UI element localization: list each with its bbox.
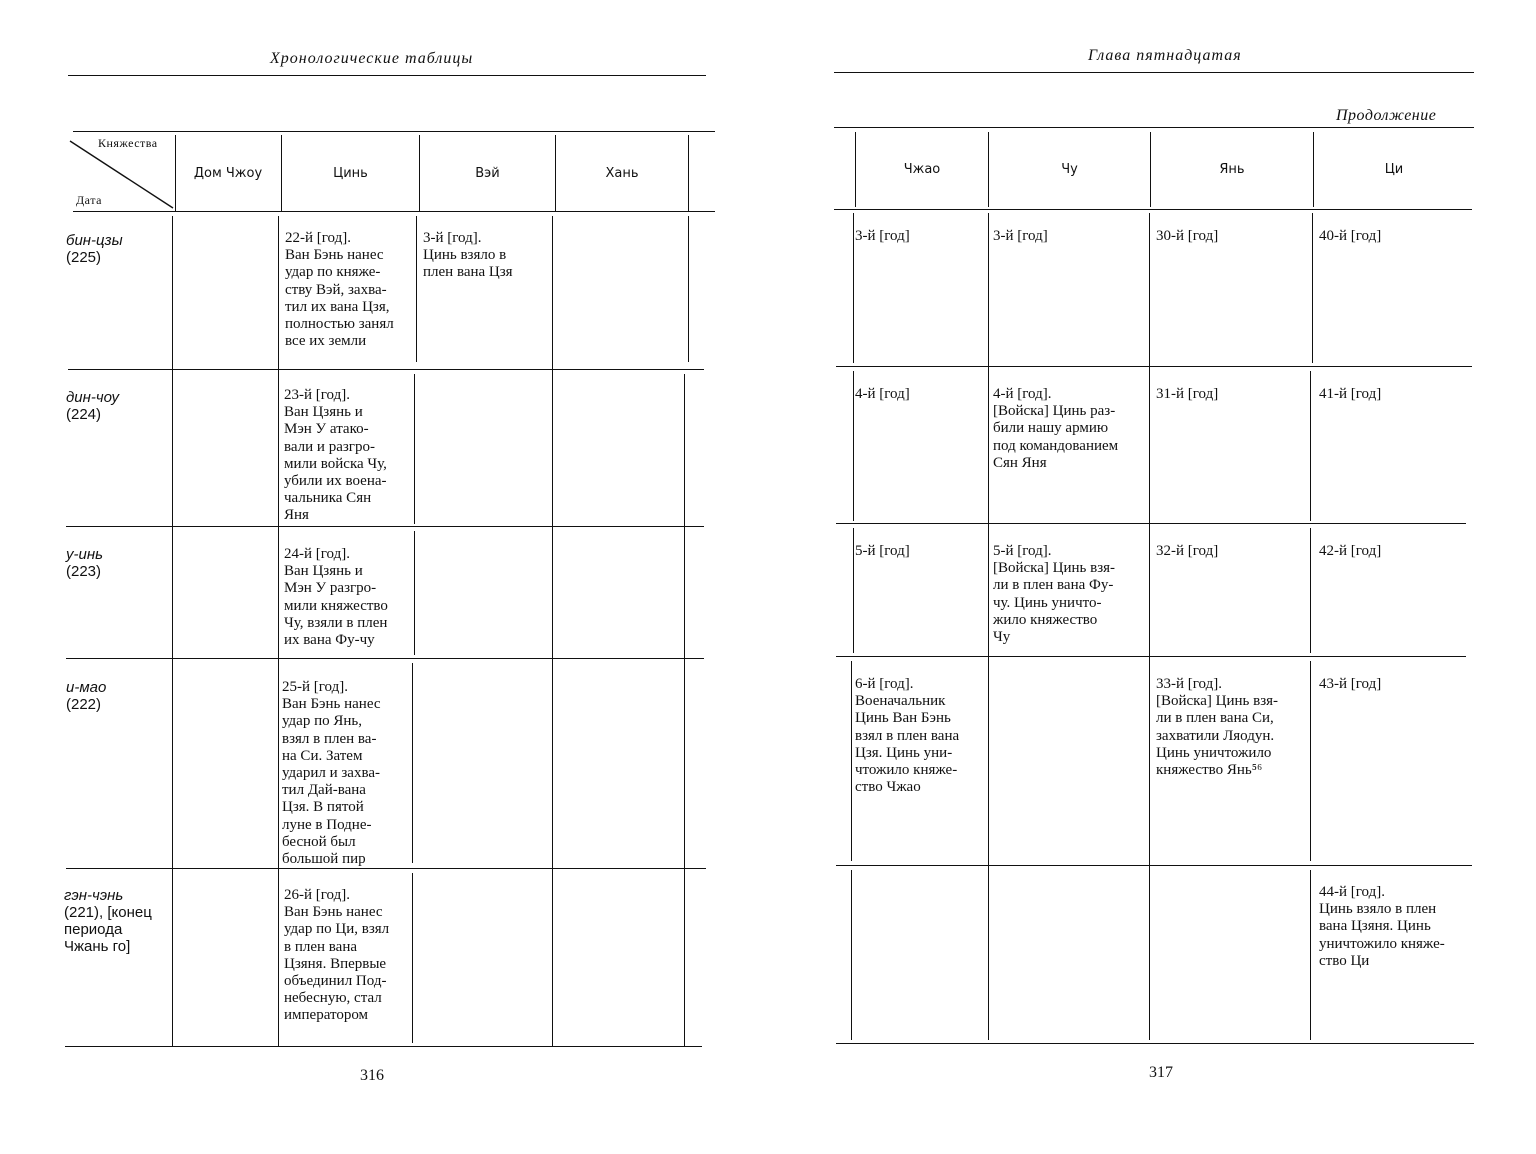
table-cell: 3-й [год]. Цинь взяло в плен вана Цзя bbox=[423, 230, 513, 281]
right-col-header: Янь bbox=[1219, 162, 1245, 177]
table-cell: 43-й [год] bbox=[1319, 676, 1382, 692]
right-row-rule bbox=[836, 366, 1472, 367]
table-cell: 41-й [год] bbox=[1319, 386, 1382, 402]
table-cell: 44-й [год]. Цинь взяло в плен вана Цзяня. Цинь уничтожило княже- ство Ци bbox=[1319, 884, 1445, 969]
table-cell: 5-й [год]. [Войска] Цинь взя- ли в плен вана Фу- чу. Цинь уничто- жило княжество Чу bbox=[993, 543, 1116, 646]
table-cell: 22-й [год]. Ван Бэнь нанес удар по княже- ству Вэй, захва- тил их вана Цзя, полностью занял все их земли bbox=[285, 230, 394, 350]
right-col-rule bbox=[1312, 213, 1313, 363]
date-year: (225) bbox=[66, 249, 102, 266]
right-head-rule bbox=[834, 72, 1474, 73]
right-page-number: 317 bbox=[1149, 1064, 1173, 1081]
table-cell: 42-й [год] bbox=[1319, 543, 1382, 559]
right-col-rule bbox=[1310, 870, 1311, 1040]
right-row-rule bbox=[836, 523, 1466, 524]
date-cyclical-name: дин-чоу bbox=[66, 389, 119, 406]
right-col-rule bbox=[1310, 661, 1311, 861]
right-col-header: Чжао bbox=[903, 162, 941, 177]
right-header-bottom-rule bbox=[834, 209, 1472, 210]
right-col-rule bbox=[1310, 371, 1311, 521]
right-col-rule bbox=[1310, 528, 1311, 653]
date-year: (222) bbox=[66, 696, 102, 713]
table-cell: 24-й [год]. Ван Цзянь и Мэн У разгро- мили княжество Чу, взяли в плен их вана Фу-чу bbox=[284, 546, 388, 649]
date-year: (223) bbox=[66, 563, 102, 580]
table-cell: 26-й [год]. Ван Бэнь нанес удар по Ци, взял в плен вана Цзяня. Впервые объединил Под- небесную, стал императором bbox=[284, 887, 390, 1024]
date-year: (221), [конец периода Чжань го] bbox=[64, 904, 152, 956]
left-col-header: Дом Чжоу bbox=[193, 166, 263, 181]
date-year: (224) bbox=[66, 406, 102, 423]
date-cyclical-name: гэн-чэнь bbox=[64, 887, 124, 904]
table-cell: 4-й [год] bbox=[855, 386, 910, 402]
table-cell: 23-й [год]. Ван Цзянь и Мэн У атако- вали и разгро- мили войска Чу, убили их воена- чальника Сян Яня bbox=[284, 387, 387, 524]
table-cell: 32-й [год] bbox=[1156, 543, 1219, 559]
right-col-rule bbox=[853, 213, 854, 363]
date-cyclical-name: бин-цзы bbox=[66, 232, 123, 249]
continuation-label: Продолжение bbox=[1336, 107, 1437, 124]
right-col-rule bbox=[853, 528, 854, 653]
table-cell: 33-й [год]. [Войска] Цинь взя- ли в плен вана Си, захватили Ляодун. Цинь уничтожило княжество Янь⁵⁶ bbox=[1156, 676, 1279, 779]
left-page-number: 316 bbox=[360, 1067, 384, 1084]
left-running-head: Хронологические таблицы bbox=[270, 50, 474, 67]
right-col-rule bbox=[851, 870, 852, 1040]
right-row-rule bbox=[836, 656, 1466, 657]
table-cell: 5-й [год] bbox=[855, 543, 910, 559]
table-cell: 31-й [год] bbox=[1156, 386, 1219, 402]
table-cell: 25-й [год]. Ван Бэнь нанес удар по Янь, взял в плен ва- на Си. Затем ударил и захва- тил Дай-вана Цзя. В пятой луне в Подне- бесной был большой пир bbox=[282, 679, 381, 868]
table-cell: 4-й [год]. [Войска] Цинь раз- били нашу армию под командованием Сян Яня bbox=[993, 386, 1119, 471]
right-col-rule bbox=[851, 661, 852, 861]
table-cell: 6-й [год]. Военачальник Цинь Ван Бэнь взял в плен вана Цзя. Цинь уни- чтожило княже- ство Чжао bbox=[855, 676, 960, 796]
left-col-header: Хань bbox=[605, 166, 639, 181]
date-cyclical-name: и-мао bbox=[66, 679, 107, 696]
corner-label-principalities: Княжества bbox=[98, 136, 158, 150]
right-col-rule bbox=[988, 213, 989, 1040]
right-row-rule bbox=[836, 865, 1472, 866]
right-col-rule bbox=[853, 371, 854, 521]
right-running-head: Глава пятнадцатая bbox=[1088, 47, 1242, 64]
right-col-rule bbox=[1149, 213, 1150, 1040]
right-table-top-rule bbox=[834, 127, 1474, 128]
date-cyclical-name: у-инь bbox=[66, 546, 103, 563]
right-table-bottom-rule bbox=[836, 1043, 1474, 1044]
left-col-header: Цинь bbox=[333, 166, 368, 181]
right-col-header: Чу bbox=[1061, 162, 1078, 177]
table-cell: 30-й [год] bbox=[1156, 228, 1219, 244]
table-cell: 3-й [год] bbox=[993, 228, 1048, 244]
right-col-header: Ци bbox=[1384, 162, 1404, 177]
left-col-header: Вэй bbox=[475, 166, 500, 181]
table-cell: 3-й [год] bbox=[855, 228, 910, 244]
corner-label-date: Дата bbox=[76, 193, 102, 207]
table-cell: 40-й [год] bbox=[1319, 228, 1382, 244]
